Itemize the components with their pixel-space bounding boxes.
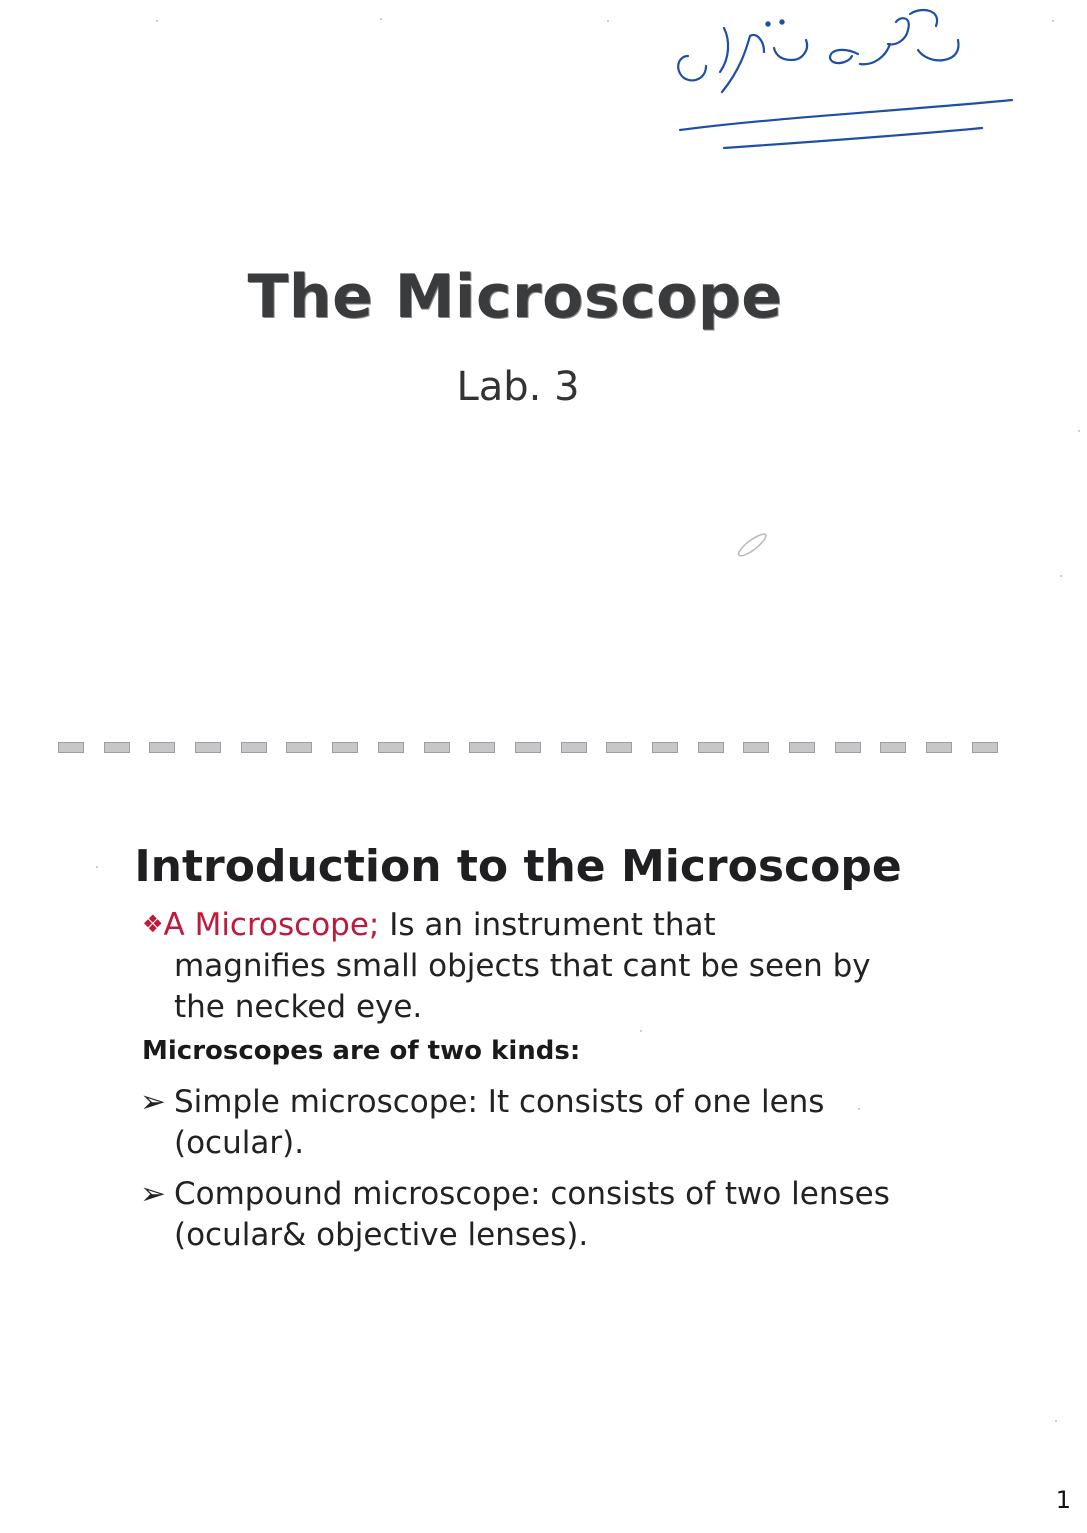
separator-dash (606, 742, 632, 753)
scan-speck (156, 20, 158, 22)
definition-text-3: the necked eye. (174, 989, 423, 1025)
handwritten-note (660, 0, 1030, 160)
definition-text-1: Is an instrument that (379, 907, 716, 943)
separator-dash (332, 742, 358, 753)
separator-dash (378, 742, 404, 753)
scan-speck (1052, 20, 1054, 22)
slide-subtitle: Lab. 3 (456, 364, 580, 410)
separator-dash (743, 742, 769, 753)
definition-text-2: magnifies small objects that cant be seen by (174, 948, 871, 984)
scan-speck (858, 1108, 860, 1110)
list-item-text-2: (ocular). (174, 1125, 305, 1161)
pencil-mark (735, 528, 771, 560)
separator-dash (104, 742, 130, 753)
scan-speck (607, 20, 609, 22)
list-item (140, 1082, 920, 1164)
separator-dash (195, 742, 221, 753)
arrow-bullet-icon: ➢ (140, 1176, 166, 1212)
separator-dash (880, 742, 906, 753)
separator-dash (926, 742, 952, 753)
definition-paragraph (142, 904, 902, 1028)
separator-dash (241, 742, 267, 753)
arrow-bullet-icon: ➢ (140, 1084, 166, 1120)
separator-dash (286, 742, 312, 753)
separator-dash (515, 742, 541, 753)
separator-dash (561, 742, 587, 753)
scan-speck (640, 1030, 642, 1032)
page-number: 1 (1055, 1486, 1071, 1514)
scan-speck (1055, 1420, 1057, 1422)
kinds-heading: Microscopes are of two kinds: (142, 1036, 581, 1066)
slide-title: The Microscope (247, 262, 783, 333)
separator-dash (58, 742, 84, 753)
list-item-text-2: (ocular& objective lenses). (174, 1217, 589, 1253)
scan-speck (96, 866, 98, 868)
section-title: Introduction to the Microscope (134, 840, 902, 892)
scan-speck (1078, 430, 1080, 432)
definition-term: A Microscope; (163, 907, 380, 943)
separator-dash (789, 742, 815, 753)
separator-dash (424, 742, 450, 753)
slide-separator (58, 742, 998, 754)
separator-dash (652, 742, 678, 753)
separator-dash (698, 742, 724, 753)
separator-dash (835, 742, 861, 753)
list-item (140, 1174, 920, 1256)
list-item-text-1: Compound microscope: consists of two lenses (174, 1176, 890, 1212)
separator-dash (469, 742, 495, 753)
scan-speck (380, 18, 382, 20)
diamond-bullet-icon: ❖ (142, 910, 164, 938)
separator-dash (149, 742, 175, 753)
scan-speck (1060, 575, 1062, 577)
list-item-text-1: Simple microscope: It consists of one lens (174, 1084, 825, 1120)
separator-dash (972, 742, 998, 753)
